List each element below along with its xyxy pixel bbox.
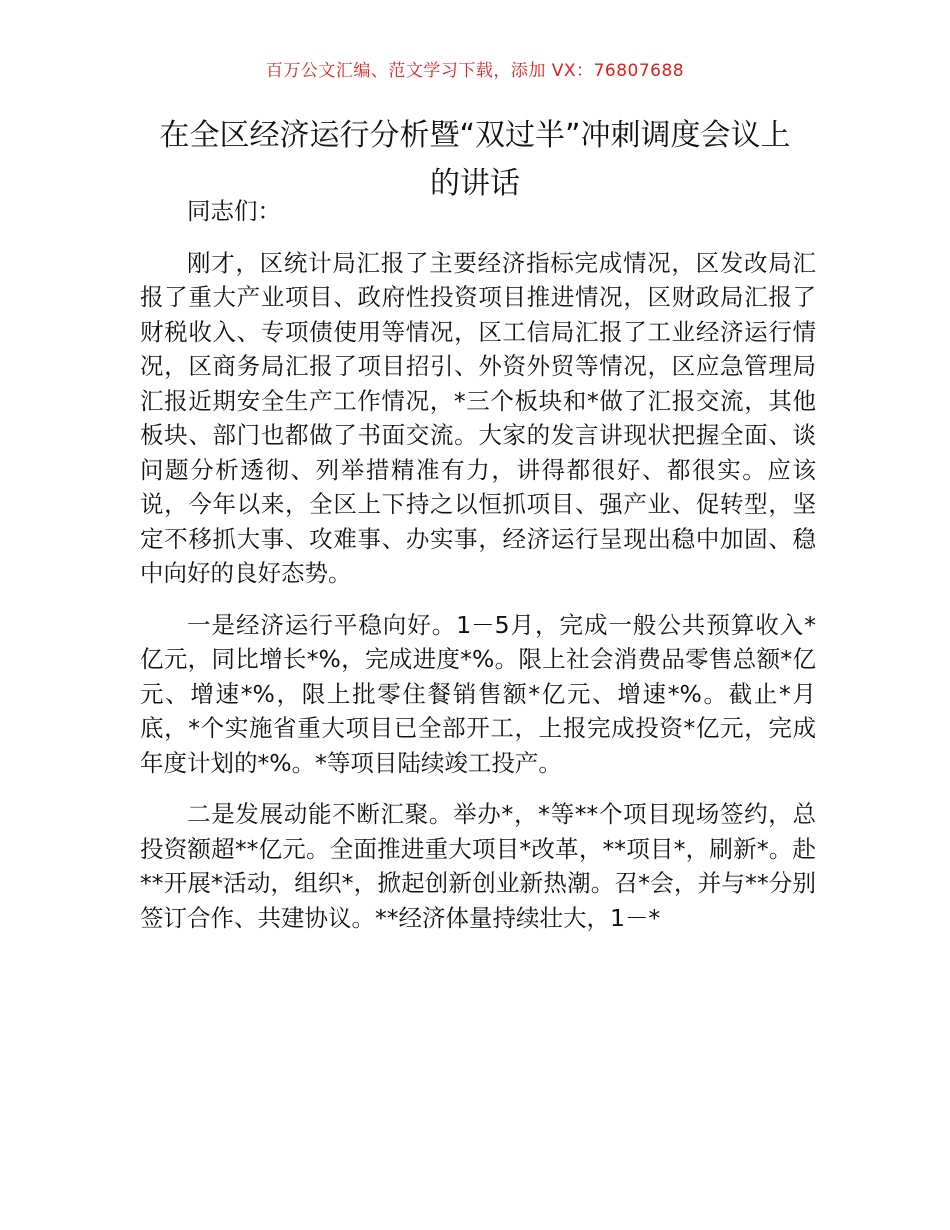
paragraph-3: 二是发展动能不断汇聚。举办*，*等**个项目现场签约，总投资额超**亿元。全面推进重大项目*改革，**项目*，刷新*。赴**开展*活动，组织*，掀起创新创业新热潮。召*会，并与**分别签订合作、共建协议。**经济体量持续壮大，1－*	[140, 800, 816, 932]
paragraph-2: 一是经济运行平稳向好。1－5月，完成一般公共预算收入*亿元，同比增长*%，完成进度*%。限上社会消费品零售总额*亿元、增速*%，限上批零住餐销售额*亿元、增速*%。截止*月底，*个实施省重大项目已全部开工，上报完成投资*亿元，完成年度计划的*%。*等项目陆续竣工投产。	[140, 610, 816, 777]
paragraph-1: 刚才，区统计局汇报了主要经济指标完成情况，区发改局汇报了重大产业项目、政府性投资项目推进情况，区财政局汇报了财税收入、专项债使用等情况，区工信局汇报了工业经济运行情况，区商务局汇报了项目招引、外资外贸等情况，区应急管理局汇报近期安全生产工作情况，*三个板块和*做了汇报交流，其他板块、部门也都做了书面交流。大家的发言讲现状把握全面、谈问题分析透彻、列举措精准有力，讲得都很好、都很实。应该说，今年以来，全区上下持之以恒抓项目、强产业、促转型，坚定不移抓大事、攻难事、办实事，经济运行呈现出稳中加固、稳中向好的良好态势。	[140, 248, 816, 587]
watermark-header: 百万公文汇编、范文学习下载，添加 VX：76807688	[265, 61, 685, 81]
greeting: 同志们：	[187, 197, 281, 225]
document-title: 在全区经济运行分析暨“双过半”冲刺调度会议上的讲话	[159, 118, 791, 201]
document-body	[140, 194, 816, 952]
